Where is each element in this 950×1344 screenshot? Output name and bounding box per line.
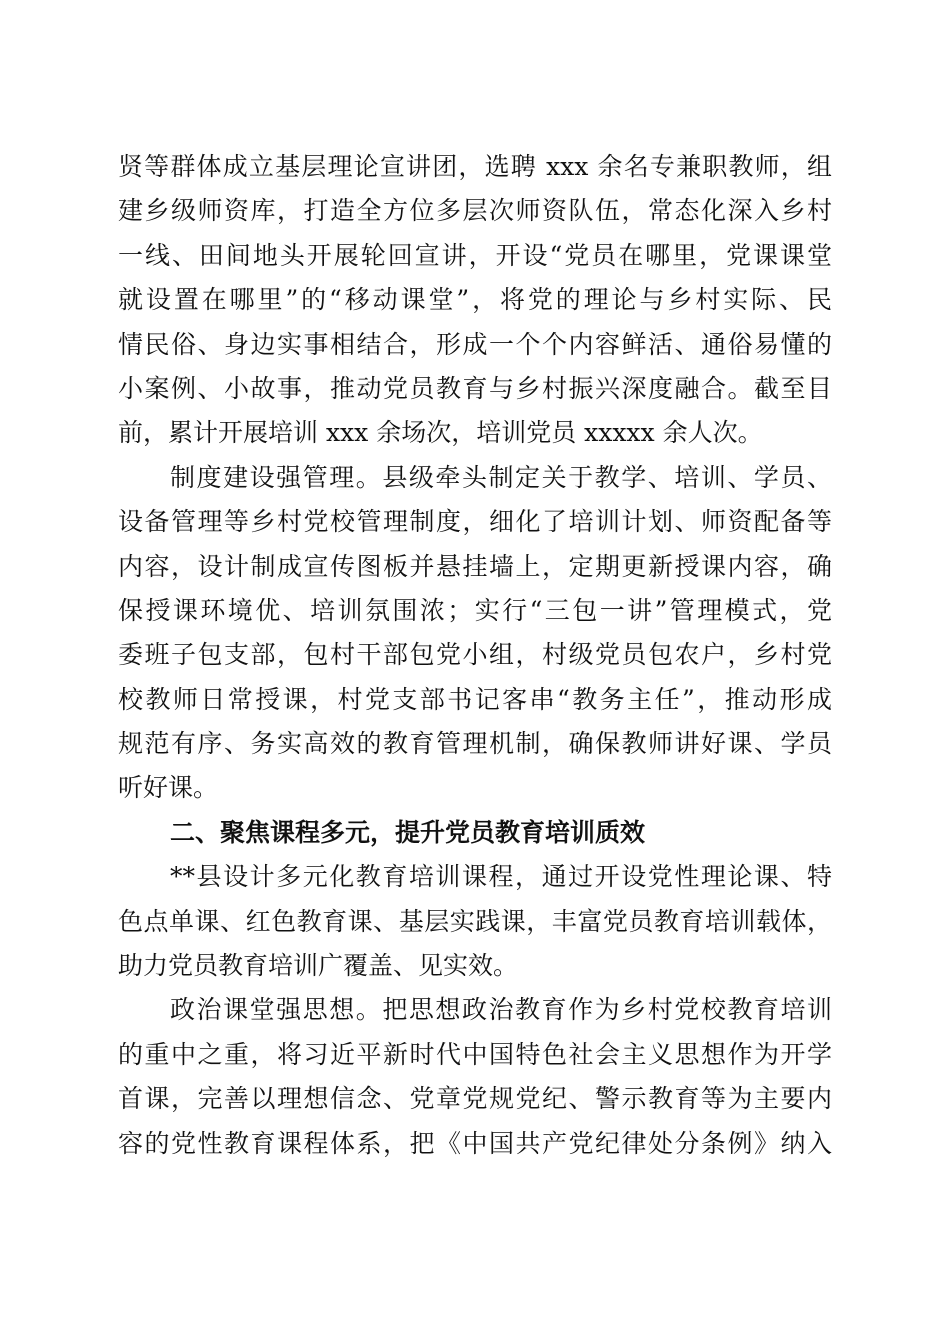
text-line: 色点单课、红色教育课、基层实践课，丰富党员教育培训载体， [118,906,832,936]
text-line: 内容，设计制成宣传图板并悬挂墙上，定期更新授课内容，确 [118,551,832,581]
text-line: **县设计多元化教育培训课程，通过开设党性理论课、特 [170,862,832,892]
text-line: 政治课堂强思想。把思想政治教育作为乡村党校教育培训 [170,995,832,1025]
text-line: 情民俗、身边实事相结合，形成一个个内容鲜活、通俗易懂的 [118,329,832,359]
text-line: 制度建设强管理。县级牵头制定关于教学、培训、学员、 [170,462,832,492]
paragraph [118,855,832,988]
text-line: 委班子包支部，包村干部包党小组，村级党员包农户，乡村党 [118,640,832,670]
text-line: 首课，完善以理想信念、党章党规党纪、警示教育等为主要内 [118,1084,832,1114]
text-line: 就设置在哪里”的“移动课堂”，将党的理论与乡村实际、民 [118,285,832,315]
text-line: 听好课。 [118,773,219,803]
text-line: 规范有序、务实高效的教育管理机制，确保教师讲好课、学员 [118,729,832,759]
text-line: 前，累计开展培训 xxx 余场次，培训党员 xxxxx 余人次。 [118,418,763,448]
text-line: 校教师日常授课，村党支部书记客串“教务主任”，推动形成 [118,684,832,714]
text-line: 设备管理等乡村党校管理制度，细化了培训计划、师资配备等 [118,507,832,537]
text-line: 贤等群体成立基层理论宣讲团，选聘 xxx 余名专兼职教师，组 [118,152,832,181]
text-line: 容的党性教育课程体系，把《中国共产党纪律处分条例》纳入 [118,1128,832,1158]
text-line: 的重中之重，将习近平新时代中国特色社会主义思想作为开学 [118,1039,832,1069]
text-line: 建乡级师资库，打造全方位多层次师资队伍，常态化深入乡村 [118,196,832,226]
text-line: 助力党员教育培训广覆盖、见实效。 [118,951,519,981]
paragraph [118,456,832,811]
paragraph [118,988,832,1166]
text-line: 保授课环境优、培训氛围浓；实行“三包一讲”管理模式，党 [118,595,832,625]
text-line: 一线、田间地头开展轮回宣讲，开设“党员在哪里，党课课堂 [118,240,832,270]
document-body [118,145,832,1166]
text-line: 小案例、小故事，推动党员教育与乡村振兴深度融合。截至目 [118,373,832,403]
paragraph [118,145,832,456]
section-heading: 二、聚焦课程多元，提升党员教育培训质效 [170,817,646,847]
